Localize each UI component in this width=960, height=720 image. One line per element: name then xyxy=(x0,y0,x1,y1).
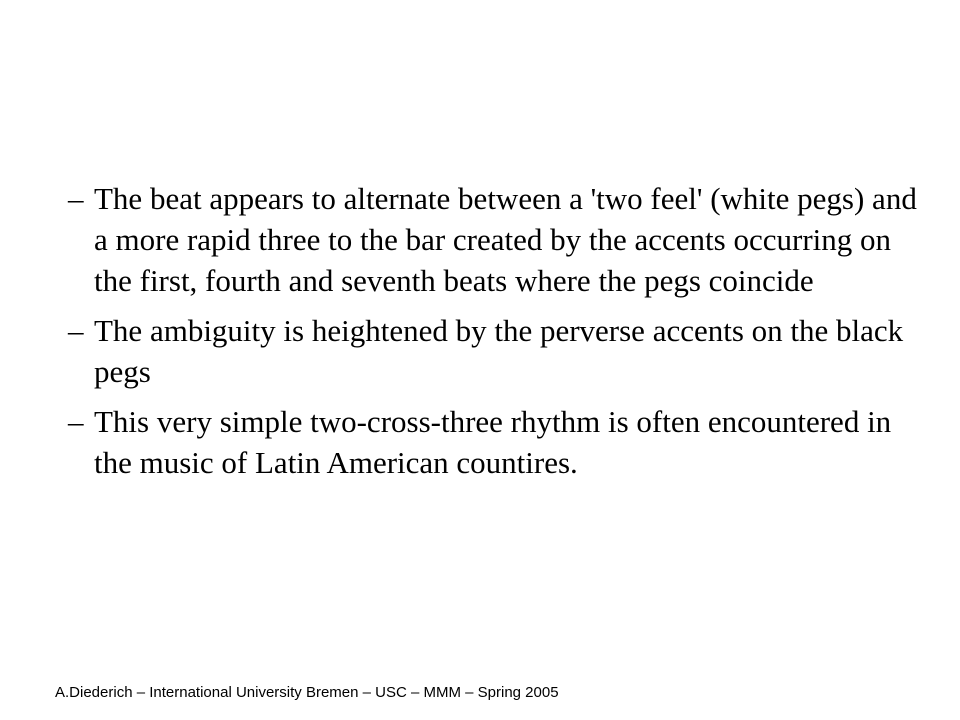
bullet-list xyxy=(68,178,918,492)
dash-bullet-icon: – xyxy=(68,404,84,439)
slide-footer: A.Diederich – International University Bremen – USC – MMM – Spring 2005 xyxy=(55,684,559,701)
dash-bullet-icon: – xyxy=(68,181,84,216)
dash-bullet-icon: – xyxy=(68,313,84,348)
bullet-text: The beat appears to alternate between a 'two feel' (white pegs) and a more rapid three to the bar created by the accents occurring on the first, fourth and seventh beats where the pegs coincide xyxy=(94,181,917,298)
bullet-text: This very simple two-cross-three rhythm is often encountered in the music of Latin American countires. xyxy=(94,404,892,480)
bullet-item xyxy=(68,310,918,392)
bullet-item xyxy=(68,178,918,301)
bullet-item xyxy=(68,401,918,483)
bullet-text: The ambiguity is heightened by the perverse accents on the black pegs xyxy=(94,313,904,389)
